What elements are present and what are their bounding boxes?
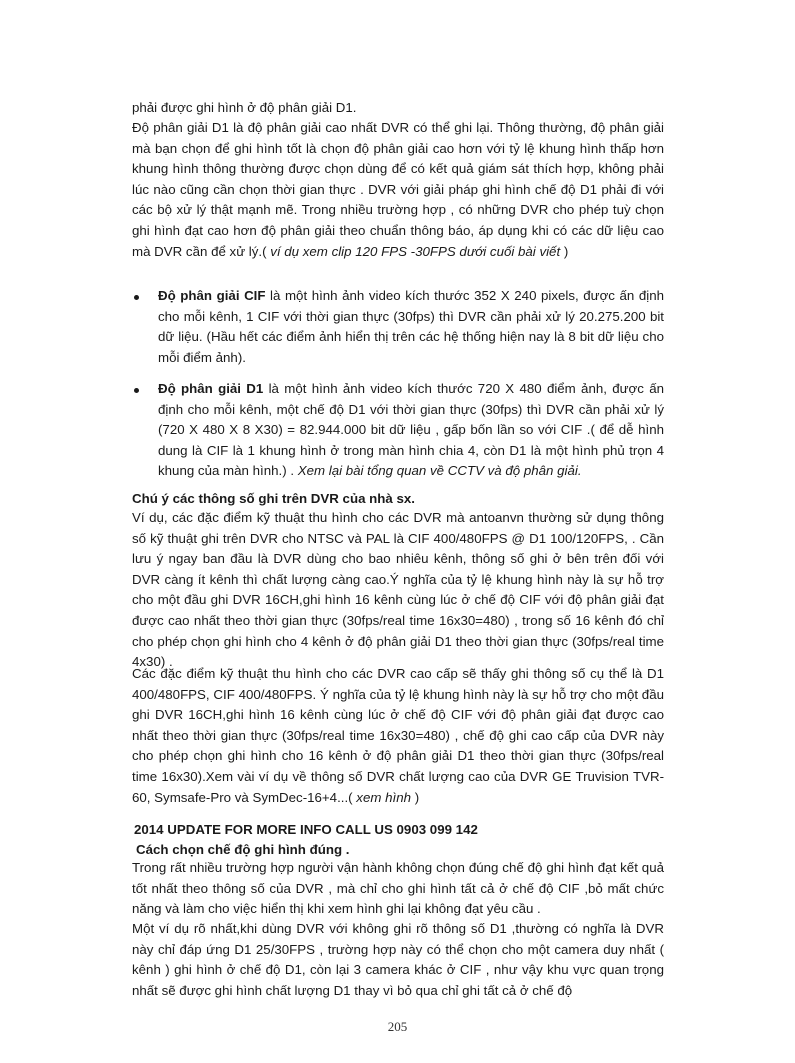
section2-paragraph2 [132,919,664,1001]
section2-paragraph1-text: Trong rất nhiều trường hợp người vận hành không chọn đúng chế độ ghi hình đạt kết quả tốt nhất theo thông số của DVR , mà chỉ cho ghi hình tất cả ở chế độ CIF ,bỏ mất chức năng và làm cho việc hiển thị khi xem hình ghi lại không đạt yêu cầu . [132,860,664,917]
bullet-cif-text: là một hình ảnh video kích thước 352 X 240 pixels, được ấn định cho mỗi kênh, 1 CIF với thời gian thực (30fps) thì DVR cần phải xử lý 20.275.200 bit dữ liệu. (Hầu hết các điểm ảnh hiển thị trên các hệ thống hiện nay là 8 bit dữ liệu cho mỗi điểm ảnh). [158,288,664,365]
section2-paragraph1 [132,858,664,920]
bullet-d1-text: là một hình ảnh video kích thước 720 X 480 điểm ảnh, được ấn định cho mỗi kênh, một chế độ D1 với thời gian thực (30fps) thì DVR cần phải xử lý (720 X 480 X 8 X30) = 82.944.000 bit dữ liệu , gấp bốn lần so với CIF .( để dễ hình dung là CIF là 1 khung hình ở trong màn hình chia 4, còn D1 là một hình phủ trọn 4 khung của màn hình.) . [158,381,664,479]
intro-paragraph-end: ) [563,243,569,259]
intro-paragraph [132,118,664,262]
intro-italic-note: ví dụ xem clip 120 FPS -30FPS dưới cuối bài viết [270,243,561,259]
section1-paragraph2 [132,664,664,808]
section1-paragraph2-end: ) [414,789,420,805]
bullet-icon [134,388,139,393]
bullet-d1 [158,379,664,482]
section1-paragraph1 [132,508,664,673]
bullet-d1-term: Độ phân giải D1 [158,381,264,396]
bullet-cif [158,286,664,368]
section1-paragraph2-text: Các đặc điểm kỹ thuật thu hình cho các DVR cao cấp sẽ thấy ghi thông số cụ thể là D1 400/480FPS, CIF 400/480FPS. Ý nghĩa của tỷ lệ khung hình này là sự hỗ trợ cho một đầu ghi DVR 16CH,ghi hình 16 kênh cùng lúc ở chế độ CIF với độ phân giải đạt được cao nhất theo thời gian thực (30fps/real time 16x30=480) , chế độ ghi cao cấp của DVR này cho phép chọn ghi hình cho 16 kênh ở độ phân giải D1 theo thời gian thực (30fps/real time 16x30).Xem vài ví dụ về thông số DVR chất lượng cao của DVR GE Truvision TVR-60, Symsafe-Pro và SymDec-16+4...( [132,666,664,805]
intro-line0-text: phải được ghi hình ở độ phân giải D1. [132,100,357,115]
intro-first-line [132,98,664,119]
section1-heading: Chú ý các thông số ghi trên DVR của nhà sx. [132,491,415,506]
section2-heading: Cách chọn chế độ ghi hình đúng . [136,842,350,857]
bullet-cif-term: Độ phân giải CIF [158,288,266,303]
intro-paragraph-text: Độ phân giải D1 là độ phân giải cao nhất DVR có thể ghi lại. Thông thường, độ phân giải mà bạn chọn để ghi hình tốt là chọn độ phân giải cao hơn với tỷ lệ khung hình thấp hơn khung hình thông thường được chọn dùng để có kết quả giám sát thích hợp, không phải lúc nào cũng cần chọn thời gian thực . DVR với giải pháp ghi hình chế độ D1 phải đi với các bộ xử lý thật mạnh mẽ. Trong nhiều trường hợp , có những DVR cho phép tuỳ chọn ghi hình đạt cao hơn độ phân giải theo chuẩn thông báo, áp dụng khi có các dữ liệu cao mà DVR cần để xử lý.( [132,120,664,259]
section2-paragraph2-text: Một ví dụ rõ nhất,khi dùng DVR với không ghi rõ thông số D1 ,thường có nghĩa là DVR này chỉ đáp ứng D1 25/30FPS , trường hợp này có thể chọn cho một camera duy nhất ( kênh ) ghi hình ở chế độ D1, còn lại 3 camera khác ở CIF , như vậy khu vực quan trọng nhất sẽ được ghi hình chất lượng D1 thay vì bỏ qua chỉ ghi tất cả ở chế độ [132,921,664,998]
bullet-icon [134,295,139,300]
update-contact-line: 2014 UPDATE FOR MORE INFO CALL US 0903 099 142 [134,822,478,837]
bullet-d1-link-text: Xem lại bài tổng quan về CCTV và độ phân giải. [297,463,582,479]
section1-paragraph1-text: Ví dụ, các đặc điểm kỹ thuật thu hình cho các DVR mà antoanvn thường sử dụng thông số kỹ thuật ghi trên DVR cho NTSC và PAL là CIF 400/480FPS @ D1 100/120FPS, . Cần lưu ý ngay ban đầu là DVR dùng cho bao nhiêu kênh, thông số ghi ở bên trên đối với DVR càng ít kênh thì chất lượng càng cao.Ý nghĩa của tỷ lệ khung hình này là sự hỗ trợ cho một đầu ghi DVR 16CH,ghi hình 16 kênh cùng lúc ở chế độ CIF với độ phân giải đạt được cao nhất theo thời gian thực (30fps/real time 16x30=480) , trong số 16 kênh đó chỉ cho phép chọn ghi hình cho 4 kênh ở độ phân giải D1 theo thời gian thực (30fps/real time 4x30) . [132,510,664,670]
page-number: 205 [387,1019,408,1034]
section1-italic-note: xem hình [356,789,411,805]
